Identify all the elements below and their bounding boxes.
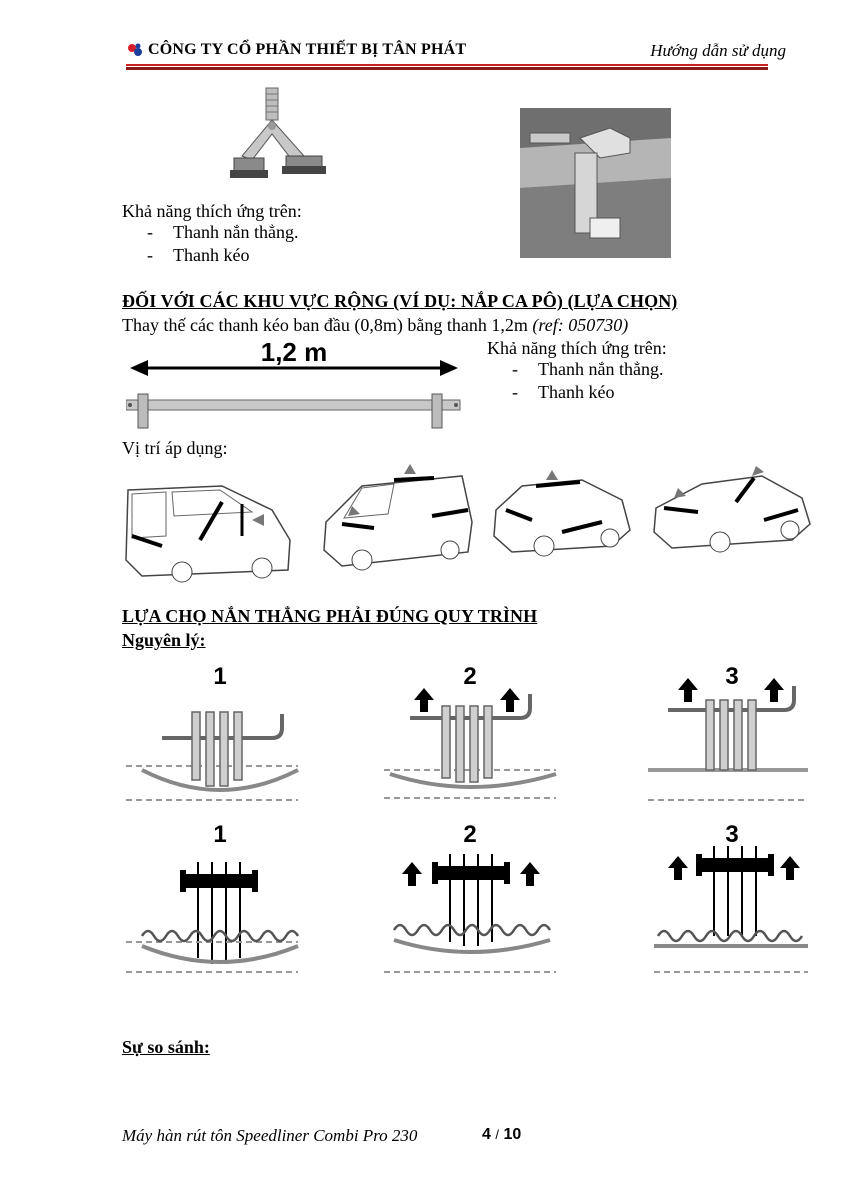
tool-capability-list xyxy=(147,221,298,267)
step-number: 1 xyxy=(213,821,227,848)
list-item: - Thanh kéo xyxy=(512,381,663,404)
car-van-rear-illustration xyxy=(122,480,292,585)
hook-step-3-diagram xyxy=(644,660,812,810)
step-number: 3 xyxy=(725,663,739,690)
header-guide-title: Hướng dẫn sử dụng xyxy=(650,41,786,60)
step-number: 2 xyxy=(463,663,477,690)
application-position-label: Vị trí áp dụng: xyxy=(122,438,228,458)
page-current: 4 xyxy=(482,1126,491,1143)
tool-step-3-diagram xyxy=(644,818,812,978)
process-heading: LỰA CHỌ NẮN THẲNG PHẢI ĐÚNG QUY TRÌNH xyxy=(122,606,538,626)
page-separator: / xyxy=(495,1127,499,1142)
list-item: - Thanh nắn thẳng. xyxy=(512,358,663,381)
header-rule-bottom xyxy=(126,67,768,70)
hook-step-1-diagram xyxy=(122,660,302,810)
header-rule-top xyxy=(126,64,768,66)
car-hatchback-rear-illustration xyxy=(492,470,632,560)
tool-on-car-photo xyxy=(520,108,671,258)
list-item: - Thanh kéo xyxy=(147,244,298,267)
wide-capability-label: Khả năng thích ứng trên: xyxy=(487,338,667,358)
step-number: 1 xyxy=(213,663,227,690)
car-van-front-illustration xyxy=(322,462,474,572)
comparison-label: Sự so sánh: xyxy=(122,1037,210,1057)
tool-capability-label: Khả năng thích ứng trên: xyxy=(122,201,302,221)
principle-label: Nguyên lý: xyxy=(122,630,206,650)
header-company-name: CÔNG TY CỔ PHẦN THIẾT BỊ TÂN PHÁT xyxy=(148,41,467,58)
wide-capability-list xyxy=(512,358,663,404)
page-total: 10 xyxy=(503,1126,522,1143)
car-hatchback-front-illustration xyxy=(652,462,812,554)
step-number: 2 xyxy=(463,821,477,848)
footer-page-number xyxy=(482,1126,521,1144)
bar-length-label: 1,2 m xyxy=(260,337,328,367)
hook-step-2-diagram xyxy=(380,660,560,810)
wide-area-heading: ĐỐI VỚI CÁC KHU VỰC RỘNG (VÍ DỤ: NẮP CA PÔ) (LỰA CHỌN) xyxy=(122,291,678,311)
company-logo xyxy=(126,41,144,59)
list-item: - Thanh nắn thẳng. xyxy=(147,221,298,244)
replace-bar-main: Thay thế các thanh kéo ban đầu (0,8m) bằng thanh 1,2m xyxy=(122,315,528,335)
replace-bar-text xyxy=(122,314,628,336)
bar-length-diagram xyxy=(126,336,462,431)
footer-product-name: Máy hàn rút tôn Speedliner Combi Pro 230 xyxy=(122,1126,418,1145)
replace-bar-ref: (ref: 050730) xyxy=(532,315,629,335)
tool-clamp-image xyxy=(222,86,342,190)
tool-step-2-diagram xyxy=(380,818,560,978)
step-number: 3 xyxy=(725,821,739,848)
tool-step-1-diagram xyxy=(122,818,302,978)
tool-on-car-photo-drawing xyxy=(520,108,671,258)
